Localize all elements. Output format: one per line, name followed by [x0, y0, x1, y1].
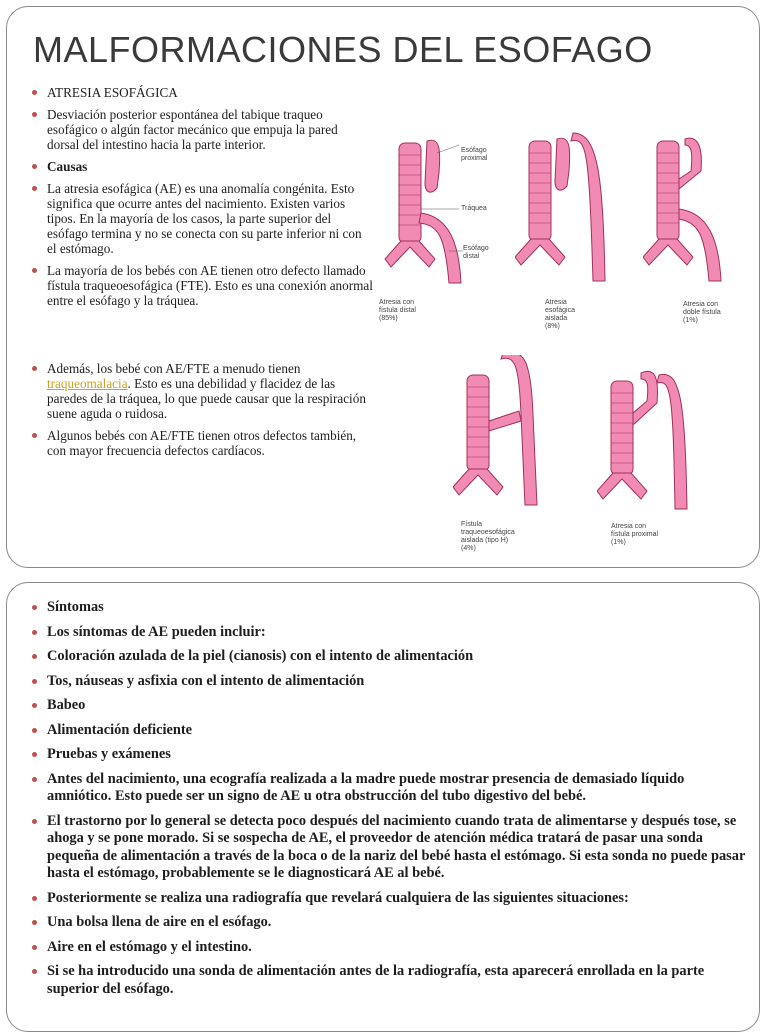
list-item: Pruebas y exámenes	[47, 746, 747, 764]
esophagus-trachea-illustration-e	[597, 363, 707, 517]
list-item: Coloración azulada de la piel (cianosis) con el intento de alimentación	[47, 648, 747, 666]
caption-line: (85%)	[379, 315, 398, 322]
list-item: Aire en el estómago y el intestino.	[47, 939, 747, 957]
caption-line: Atresia con	[379, 299, 415, 306]
list-item: Síntomas	[47, 599, 747, 617]
caption-line: fístula distal	[379, 307, 416, 314]
caption-line: (8%)	[545, 323, 560, 330]
bullet-text: Además, los bebé con AE/FTE a menudo tienen	[47, 361, 301, 376]
caption-line: aislada	[545, 315, 568, 322]
esophagus-trachea-illustration-b	[515, 131, 625, 291]
list-item: Los síntomas de AE pueden incluir:	[47, 624, 747, 642]
esophagus-trachea-illustration-d	[453, 355, 563, 517]
bullet-list-top	[47, 85, 373, 315]
list-item	[47, 159, 373, 174]
bullet-text: ATRESIA ESOFÁGICA	[47, 85, 178, 100]
caption-b	[545, 299, 605, 331]
list-item	[47, 263, 373, 308]
list-item: Babeo	[47, 697, 747, 715]
caption-line: aislada (tipo H)	[461, 537, 509, 544]
figure-atresia-fistula-proximal	[597, 363, 707, 517]
bullet-text: . Esto es una debilidad y flacidez de las paredes de la tráquea, lo que puede causar que la respiración suene aguda o ruidosa.	[47, 376, 366, 421]
label-esofago-distal: Esófago distal	[463, 245, 489, 260]
list-item: Alimentación deficiente	[47, 722, 747, 740]
label-traquea: Tráquea	[461, 205, 487, 212]
list-item	[47, 85, 373, 100]
list-item: Tos, náuseas y asfixia con el intento de alimentación	[47, 673, 747, 691]
list-item: Antes del nacimiento, una ecografía realizada a la madre puede mostrar presencia de demasiado líquido amniótico. Esto puede ser un signo de AE u otra obstrucción del tubo digestivo del bebé.	[47, 771, 747, 806]
list-item: Posteriormente se realiza una radiografía que revelará cualquiera de las siguientes situaciones:	[47, 890, 747, 908]
bullet-text: La mayoría de los bebés con AE tienen otro defecto llamado fístula traqueoesofágica (FTE). Esto es una conexión anormal entre el esófago y la tráquea.	[47, 263, 373, 308]
figure-atresia-doble-fistula	[643, 131, 753, 291]
caption-line: doble fístula	[683, 309, 721, 316]
caption-line: (1%)	[611, 539, 626, 546]
page-title: MALFORMACIONES DEL ESOFAGO	[33, 29, 653, 70]
slide-1	[6, 6, 760, 568]
figure-atresia-aislada	[515, 131, 625, 291]
list-item	[47, 361, 373, 421]
caption-line: (4%)	[461, 545, 476, 552]
bullet-list-sintomas	[47, 599, 747, 1005]
figure-fistula-tipo-h	[453, 355, 563, 517]
caption-line: Atresia con	[611, 523, 647, 530]
caption-line: Atresia	[545, 299, 567, 306]
caption-line: Atresia con	[683, 301, 719, 308]
list-item: Una bolsa llena de aire en el esófago.	[47, 914, 747, 932]
bullet-text: La atresia esofágica (AE) es una anomalía congénita. Esto significa que ocurre antes del nacimiento. Existen varios tipos. En la mayoría de los casos, la parte superior del esófago termina y no se conecta con su parte inferior ni con el estómago.	[47, 181, 362, 256]
bullet-heading-causas: Causas	[47, 159, 88, 174]
bullet-list-bottom	[47, 361, 373, 465]
bullet-text: Desviación posterior espontánea del tabique traqueo esofágico o algún factor mecánico que empuja la pared dorsal del intestino hacia la parte interior.	[47, 107, 338, 152]
caption-line: traqueoesofágica	[461, 529, 515, 536]
bullet-text: Algunos bebés con AE/FTE tienen otros defectos también, con mayor frecuencia defectos cardíacos.	[47, 428, 357, 458]
traqueomalacia-link[interactable]: traqueomalacia	[47, 376, 128, 391]
caption-e	[611, 523, 681, 547]
caption-line: (1%)	[683, 317, 698, 324]
list-item	[47, 428, 373, 458]
list-item	[47, 107, 373, 152]
caption-c	[683, 301, 743, 325]
list-item	[47, 181, 373, 256]
list-item: El trastorno por lo general se detecta poco después del nacimiento cuando trata de alimentarse y después tose, se ahoga y se pone morado. Si se sospecha de AE, el proveedor de atención médica tratará de pasar una sonda pequeña de alimentación a través de la boca o de la nariz del bebé hasta el estómago. Si esta sonda no puede pasar hasta el estómago, probablemente se le diagnosticará AE al bebé.	[47, 812, 746, 881]
caption-d	[461, 521, 531, 553]
caption-line: Fístula	[461, 521, 483, 528]
slide-2	[6, 582, 760, 1032]
label-esofago-proximal: Esófago proximal	[461, 147, 488, 162]
caption-a	[379, 299, 439, 323]
esophagus-trachea-illustration-c	[643, 131, 753, 291]
caption-line: esofágica	[545, 307, 575, 314]
list-item: Si se ha introducido una sonda de alimentación antes de la radiografía, esta aparecerá enrollada en la parte superior del esófago.	[47, 963, 747, 998]
caption-line: fístula proximal	[611, 531, 659, 538]
